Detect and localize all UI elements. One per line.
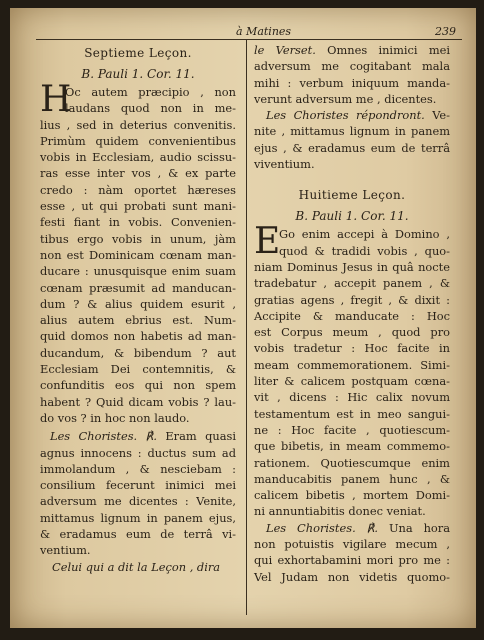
repeat-line: ejus , & eradamus eum de terrâ (254, 140, 450, 155)
repeat-line: viventium. (254, 157, 315, 172)
reading-line: quid domos non habetis ad man- (40, 329, 236, 344)
reading-line: credo : nàm oportet hæreses (40, 182, 236, 197)
lesson-citation-eighth: B. Pauli 1. Cor. 11. (295, 209, 409, 224)
reading-line: liter & calicem postquam cœna- (254, 374, 450, 389)
reading-line: habent ? Quid dicam vobis ? lau- (40, 394, 236, 409)
book-page (10, 8, 476, 628)
responsory-seventh (40, 428, 236, 575)
responsory-line: Una hora (388, 520, 451, 535)
versicle-first-line (254, 42, 450, 58)
rubric-tail: Ve- (432, 108, 450, 123)
left-column (40, 42, 236, 575)
reading-line: lius , sed in deterius convenitis. (40, 117, 236, 132)
reading-line: manducabitis panem hunc , & (254, 471, 450, 486)
reading-line: cœnam præsumit ad manducan- (40, 280, 236, 295)
responsory-eighth (254, 520, 450, 585)
spacer (254, 172, 450, 184)
responsory-line: immolandum , & nesciebam : (40, 461, 236, 476)
responsory-label: Les Choristes. ℟. (50, 429, 157, 444)
responsory-line: mittamus lignum in panem ejus, (40, 510, 236, 525)
header-rule (36, 39, 462, 40)
reading-line: Accipite & manducate : Hoc (254, 308, 450, 323)
lesson-heading-eighth: Huitieme Leçon. (298, 188, 406, 203)
reading-line: alius autem ebrius est. Num- (40, 313, 236, 328)
reading-line: non est Dominicam cœnam man- (40, 247, 236, 262)
reading-line: laudans quod non in me- (65, 101, 236, 116)
reading-line: festi fiant in vobis. Convenien- (40, 215, 236, 230)
page-number: 239 (435, 25, 456, 38)
responsory-line: agnus innocens : ductus sum ad (40, 445, 236, 460)
reading-line: ducandum, & bibendum ? aut (40, 345, 236, 360)
reading-line: meam commemorationem. Simi- (254, 357, 450, 372)
versicle (254, 42, 450, 172)
column-divider (246, 39, 247, 615)
reading-line: rationem. Quotiescumque enim (254, 455, 450, 470)
lesson-citation-seventh: B. Pauli 1. Cor. 11. (81, 67, 195, 81)
responsory-first-line (40, 428, 236, 444)
dropcap-e: E (254, 221, 281, 263)
versicle-line: mihi : verbum iniquum manda- (254, 75, 450, 90)
versicle-line: verunt adversum me , dicentes. (254, 91, 437, 106)
reading-line: ni annuntiabitis donec veniat. (254, 504, 426, 519)
reading-line: gratias agens , fregit , & dixit : (254, 292, 450, 307)
reading-line: quod & tradidi vobis , quo- (279, 243, 450, 258)
responsory-line: ventium. (40, 543, 91, 558)
reading-line: do vos ? in hoc non laudo. (40, 410, 190, 425)
responsory-line: Eram quasi (165, 429, 237, 444)
reading-line: ducare : unusquisque enim suam (40, 264, 236, 279)
reading-line: tradebatur , accepit panem , & (254, 276, 450, 291)
lesson-heading-seventh: Septieme Leçon. (84, 46, 192, 60)
rubric-first-line (254, 107, 450, 123)
dropcap-h: H (40, 79, 72, 120)
right-column (254, 42, 450, 585)
running-head-title: à Matines (236, 25, 292, 38)
reading-line: Primùm quidem convenientibus (40, 133, 236, 148)
responsory-line: & eradamus eum de terrâ vi- (40, 527, 236, 542)
reading-line: calicem bibetis , mortem Domi- (254, 488, 450, 503)
reading-line: dum ? & alius quidem esurit , (40, 296, 236, 311)
responsory-first-line (254, 520, 450, 536)
reading-seventh (40, 79, 236, 426)
rubric-text: Les Choristes répondront. (266, 108, 425, 123)
rubric-line: Celui qui a dit la Leçon , dira (52, 559, 221, 574)
reading-line: esse , ut qui probati sunt mani- (40, 199, 236, 214)
responsory-label: Les Choristes. ℟. (266, 520, 379, 535)
versicle-line: Omnes inimici mei (327, 43, 451, 57)
reading-line: ras esse inter vos , & ex parte (40, 166, 236, 181)
reading-line: testamentum est in meo sangui- (254, 406, 450, 421)
versicle-label: le Verset. (254, 43, 316, 57)
reading-line: vit , dicens : Hic calix novum (254, 390, 450, 405)
reading-eighth (254, 221, 450, 519)
versicle-line: adversum me cogitabant mala (254, 59, 450, 74)
reading-line: vobis tradetur : Hoc facite in (254, 341, 450, 356)
reading-line: confunditis eos qui non spem (40, 378, 236, 393)
reading-line: tibus ergo vobis in unum, jàm (40, 231, 236, 246)
responsory-line: qui exhortabamini mori pro me : (254, 553, 450, 568)
repeat-line: nite , mittamus lignum in panem (254, 124, 450, 139)
reading-line: ne : Hoc facite , quotiescum- (254, 422, 450, 437)
responsory-line: non potuistis vigilare mecum , (254, 537, 450, 552)
responsory-line: consilium fecerunt inimici mei (40, 478, 236, 493)
reading-line: niam Dominus Jesus in quâ nocte (254, 259, 450, 274)
reading-line: vobis in Ecclesiam, audio scissu- (40, 150, 236, 165)
reading-line: est Corpus meum , quod pro (254, 325, 450, 340)
responsory-line: adversum me dicentes : Venite, (40, 494, 236, 509)
reading-line: Ecclesiam Dei contemnitis, & (40, 362, 236, 377)
responsory-line: Vel Judam non videtis quomo- (254, 569, 450, 584)
reading-line: que bibetis, in meam commemo- (254, 439, 450, 454)
reading-line: Oc autem præcipio , non (65, 85, 236, 99)
reading-line: Go enim accepi à Domino , (279, 227, 450, 242)
